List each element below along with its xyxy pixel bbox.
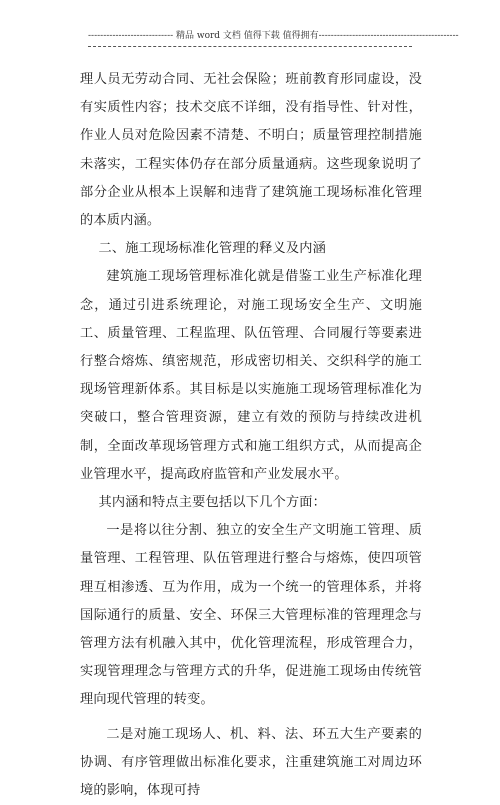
paragraph-intro: 其内涵和特点主要包括以下几个方面：	[98, 495, 327, 511]
document-body	[80, 66, 422, 805]
paragraph-continuation: 理人员无劳动合同、无社会保险；班前教育形同虚设，没有实质性内容；技术交底不详细，没有指导性、针对性，作业人员对危险因素不清楚、不明白；质量管理控制措施未落实，工程实体仍存在部分质量通病。这些现象说明了部分企业从根本上误解和违背了建筑施工现场标准化管理的本质内涵。	[80, 72, 422, 229]
paragraph-point-one: 一是将以往分割、独立的安全生产文明施工管理、质量管理、工程管理、队伍管理进行整合与熔炼，使四项管理互相渗透、互为作用，成为一个统一的管理体系，并将国际通行的质量、安全、环保三大管理标准的管理理念与管理方法有机融入其中，优化管理流程，形成管理合力，实现管理理念与管理方式的升华，促进施工现场由传统管理向现代管理的转变。	[80, 523, 422, 708]
paragraph-point-two: 二是对施工现场人、机、料、法、环五大生产要素的协调、有序管理做出标准化要求，注重建筑施工对周边环境的影响，体现可持	[80, 726, 422, 799]
header-divider	[88, 46, 412, 47]
paragraph-definition: 建筑施工现场管理标准化就是借鉴工业生产标准化理念，通过引进系统理论，对施工现场安全生产、文明施工、质量管理、工程监理、队伍管理、合同履行等要素进行整合熔炼、缜密规范，形成密切相关、交织科学的施工现场管理新体系。其目标是以实施施工现场管理标准化为突破口，整合管理资源，建立有效的预防与持续改进机制，全面改革现场管理方式和施工组织方式，从而提高企业管理水平，提高政府监管和产业发展水平。	[80, 269, 422, 482]
section-heading: 二、施工现场标准化管理的释义及内涵	[98, 241, 327, 257]
page-header: ---------------------------- 精品 word 文档 值得下载 值得拥有----------------------------------------------	[88, 31, 459, 41]
